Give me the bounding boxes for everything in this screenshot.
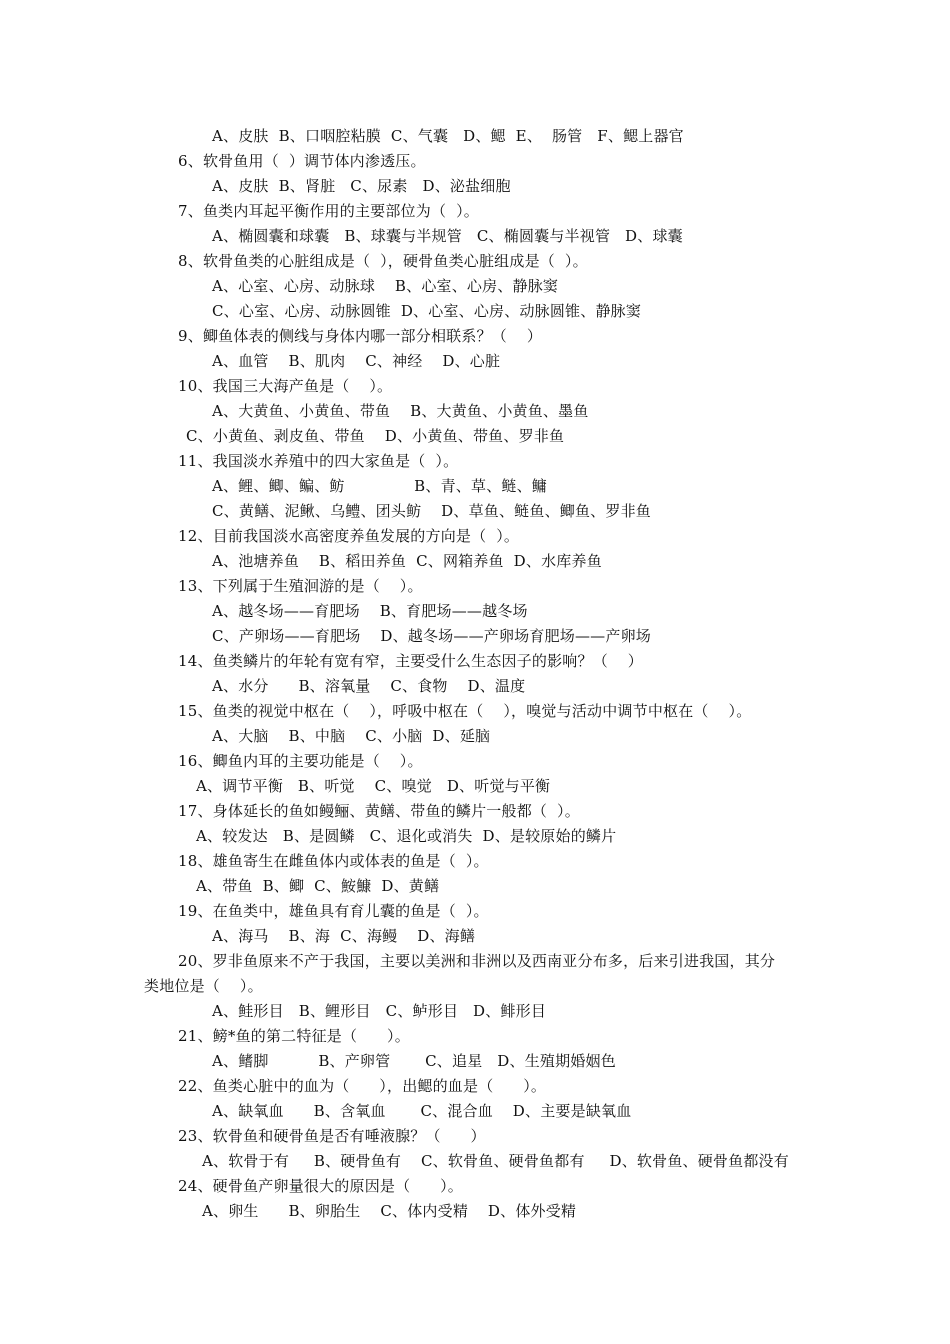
question-line: 24、硬骨鱼产卵量很大的原因是（ ）。: [178, 1177, 463, 1195]
text-line: A、血管 B、肌肉 C、神经 D、心脏: [212, 352, 501, 370]
text-line: A、皮肤 B、口咽腔粘膜 C、气囊 D、鳃 E、 肠管 F、鳃上器官: [212, 127, 684, 145]
text-line: A、鳍脚 B、产卵管 C、追星 D、生殖期婚姻色: [212, 1052, 616, 1070]
text-line: A、大脑 B、中脑 C、小脑 D、延脑: [212, 727, 491, 745]
text-line: C、心室、心房、动脉圆锥 D、心室、心房、动脉圆锥、静脉窦: [212, 302, 642, 320]
text-line: A、较发达 B、是圆鳞 C、退化或消失 D、是较原始的鳞片: [196, 827, 617, 845]
text-line: A、大黄鱼、小黄鱼、带鱼 B、大黄鱼、小黄鱼、墨鱼: [212, 402, 589, 420]
question-line: 15、鱼类的视觉中枢在（ ），呼吸中枢在（ ），嗅觉与活动中调节中枢在（ ）。: [178, 702, 752, 720]
text-line: A、软骨于有 B、硬骨鱼有 C、软骨鱼、硬骨鱼都有 D、软骨鱼、硬骨鱼都没有: [202, 1152, 789, 1170]
text-line: A、越冬场——育肥场 B、育肥场——越冬场: [212, 602, 528, 620]
question-line: 7、鱼类内耳起平衡作用的主要部位为（ ）。: [178, 202, 479, 220]
question-line: 14、鱼类鳞片的年轮有宽有窄，主要受什么生态因子的影响？（ ）: [178, 652, 643, 670]
question-line: 16、鲫鱼内耳的主要功能是（ ）。: [178, 752, 423, 770]
text-line: A、海马 B、海 C、海鳗 D、海鳝: [212, 927, 476, 945]
text-line: A、池塘养鱼 B、稻田养鱼 C、网箱养鱼 D、水库养鱼: [212, 552, 602, 570]
text-line: C、小黄鱼、剥皮鱼、带鱼 D、小黄鱼、带鱼、罗非鱼: [186, 427, 565, 445]
text-line: A、鲤、鲫、鳊、鲂 B、青、草、鲢、鳙: [212, 477, 548, 495]
text-line: 类地位是（ ）。: [144, 977, 263, 995]
text-line: A、心室、心房、动脉球 B、心室、心房、静脉窦: [212, 277, 559, 295]
question-line: 22、鱼类心脏中的血为（ ），出鳃的血是（ ）。: [178, 1077, 547, 1095]
question-line: 10、我国三大海产鱼是（ ）。: [178, 377, 393, 395]
question-line: 19、在鱼类中，雄鱼具有育儿囊的鱼是（ ）。: [178, 902, 489, 920]
question-line: 20、罗非鱼原来不产于我国，主要以美洲和非洲以及西南亚分布多，后来引进我国，其分: [178, 952, 776, 970]
question-line: 23、软骨鱼和硬骨鱼是否有唾液腺？（ ）: [178, 1127, 486, 1145]
question-line: 21、鳑*鱼的第二特征是（ ）。: [178, 1027, 410, 1045]
text-line: A、鲑形目 B、鲤形目 C、鲈形目 D、鲱形目: [212, 1002, 547, 1020]
question-line: 11、我国淡水养殖中的四大家鱼是（ ）。: [178, 452, 459, 470]
question-line: 9、鲫鱼体表的侧线与身体内哪一部分相联系？（ ）: [178, 327, 543, 345]
text-line: A、椭圆囊和球囊 B、球囊与半规管 C、椭圆囊与半视管 D、球囊: [212, 227, 683, 245]
question-line: 18、雄鱼寄生在雌鱼体内或体表的鱼是（ ）。: [178, 852, 489, 870]
question-line: 8、软骨鱼类的心脏组成是（ ），硬骨鱼类心脏组成是（ ）。: [178, 252, 588, 270]
text-line: A、卵生 B、卵胎生 C、体内受精 D、体外受精: [202, 1202, 577, 1220]
question-line: 6、软骨鱼用（ ）调节体内渗透压。: [178, 152, 426, 170]
text-line: C、产卵场——育肥场 D、越冬场——产卵场育肥场——产卵场: [212, 627, 651, 645]
text-line: A、调节平衡 B、听觉 C、嗅觉 D、听觉与平衡: [196, 777, 551, 795]
question-line: 13、下列属于生殖洄游的是（ ）。: [178, 577, 423, 595]
text-line: A、水分 B、溶氧量 C、食物 D、温度: [212, 677, 526, 695]
text-line: A、带鱼 B、鲫 C、鮟鱇 D、黄鳝: [196, 877, 440, 895]
text-line: C、黄鳝、泥鳅、乌鳢、团头鲂 D、草鱼、鲢鱼、鲫鱼、罗非鱼: [212, 502, 651, 520]
question-line: 17、身体延长的鱼如鳗鲡、黄鳝、带鱼的鳞片一般都（ ）。: [178, 802, 580, 820]
text-line: A、皮肤 B、肾脏 C、尿素 D、泌盐细胞: [212, 177, 511, 195]
question-line: 12、目前我国淡水高密度养鱼发展的方向是（ ）。: [178, 527, 520, 545]
text-line: A、缺氧血 B、含氧血 C、混合血 D、主要是缺氧血: [212, 1102, 632, 1120]
